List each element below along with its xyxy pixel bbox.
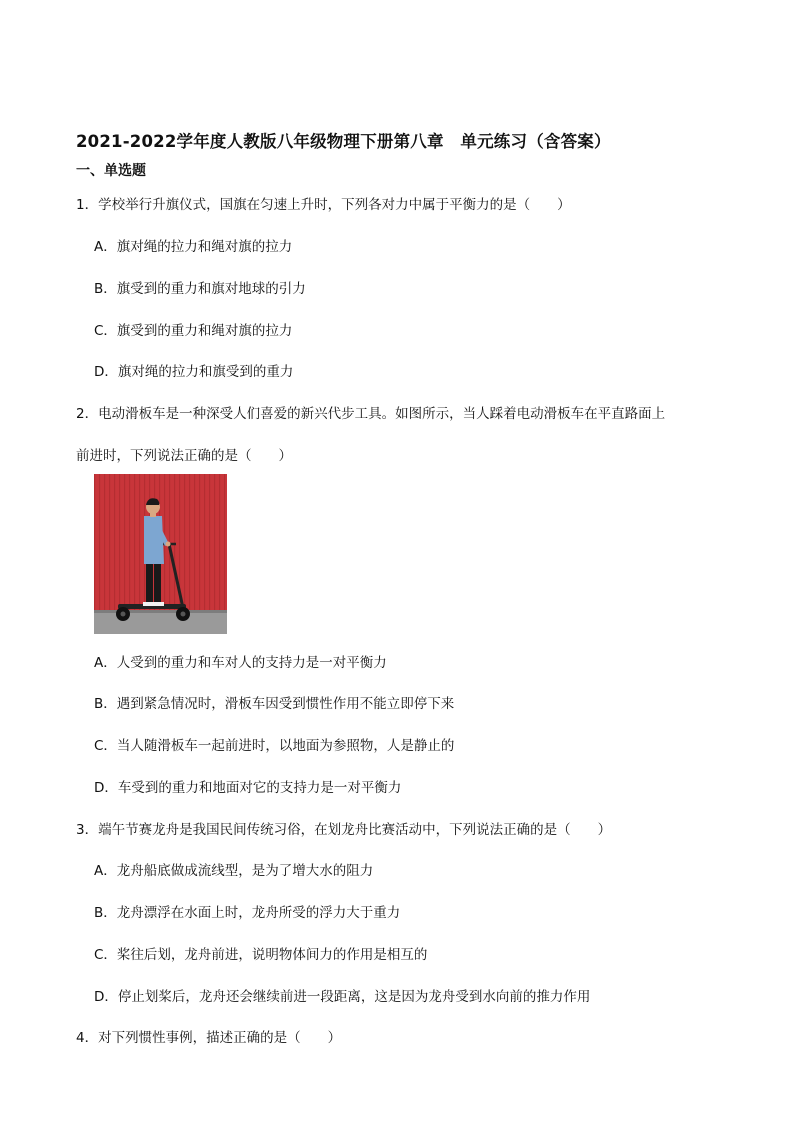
scooter-photo [94,474,227,634]
question-1-stem: 1．学校举行升旗仪式，国旗在匀速上升时，下列各对力中属于平衡力的是（ ） [76,197,571,213]
question-2-stem-line-1: 2．电动滑板车是一种深受人们喜爱的新兴代步工具。如图所示，当人踩着电动滑板车在平直路面上 [76,406,666,422]
question-2-option-d: D．车受到的重力和地面对它的支持力是一对平衡力 [94,780,402,796]
question-3-stem: 3．端午节赛龙舟是我国民间传统习俗，在划龙舟比赛活动中，下列说法正确的是（ ） [76,822,612,838]
question-2-stem-line-2: 前进时，下列说法正确的是（ ） [76,448,292,464]
question-1-option-a: A．旗对绳的拉力和绳对旗的拉力 [94,239,293,255]
question-1-option-d: D．旗对绳的拉力和旗受到的重力 [94,364,294,380]
question-2-option-c: C．当人随滑板车一起前进时，以地面为参照物，人是静止的 [94,738,455,754]
section-heading: 一、单选题 [76,163,146,179]
question-3-option-b: B．龙舟漂浮在水面上时，龙舟所受的浮力大于重力 [94,905,401,921]
question-4-stem: 4．对下列惯性事例，描述正确的是（ ） [76,1030,342,1046]
page-title: 2021-2022学年度人教版八年级物理下册第八章 单元练习（含答案） [76,132,611,151]
question-2-option-b: B．遇到紧急情况时，滑板车因受到惯性作用不能立即停下来 [94,696,455,712]
question-3-option-d: D．停止划桨后，龙舟还会继续前进一段距离，这是因为龙舟受到水向前的推力作用 [94,989,591,1005]
question-1-option-b: B．旗受到的重力和旗对地球的引力 [94,281,306,297]
question-3-option-c: C．桨往后划，龙舟前进，说明物体间力的作用是相互的 [94,947,428,963]
question-2-option-a: A．人受到的重力和车对人的支持力是一对平衡力 [94,655,387,671]
question-1-option-c: C．旗受到的重力和绳对旗的拉力 [94,323,293,339]
question-3-option-a: A．龙舟船底做成流线型，是为了增大水的阻力 [94,863,374,879]
